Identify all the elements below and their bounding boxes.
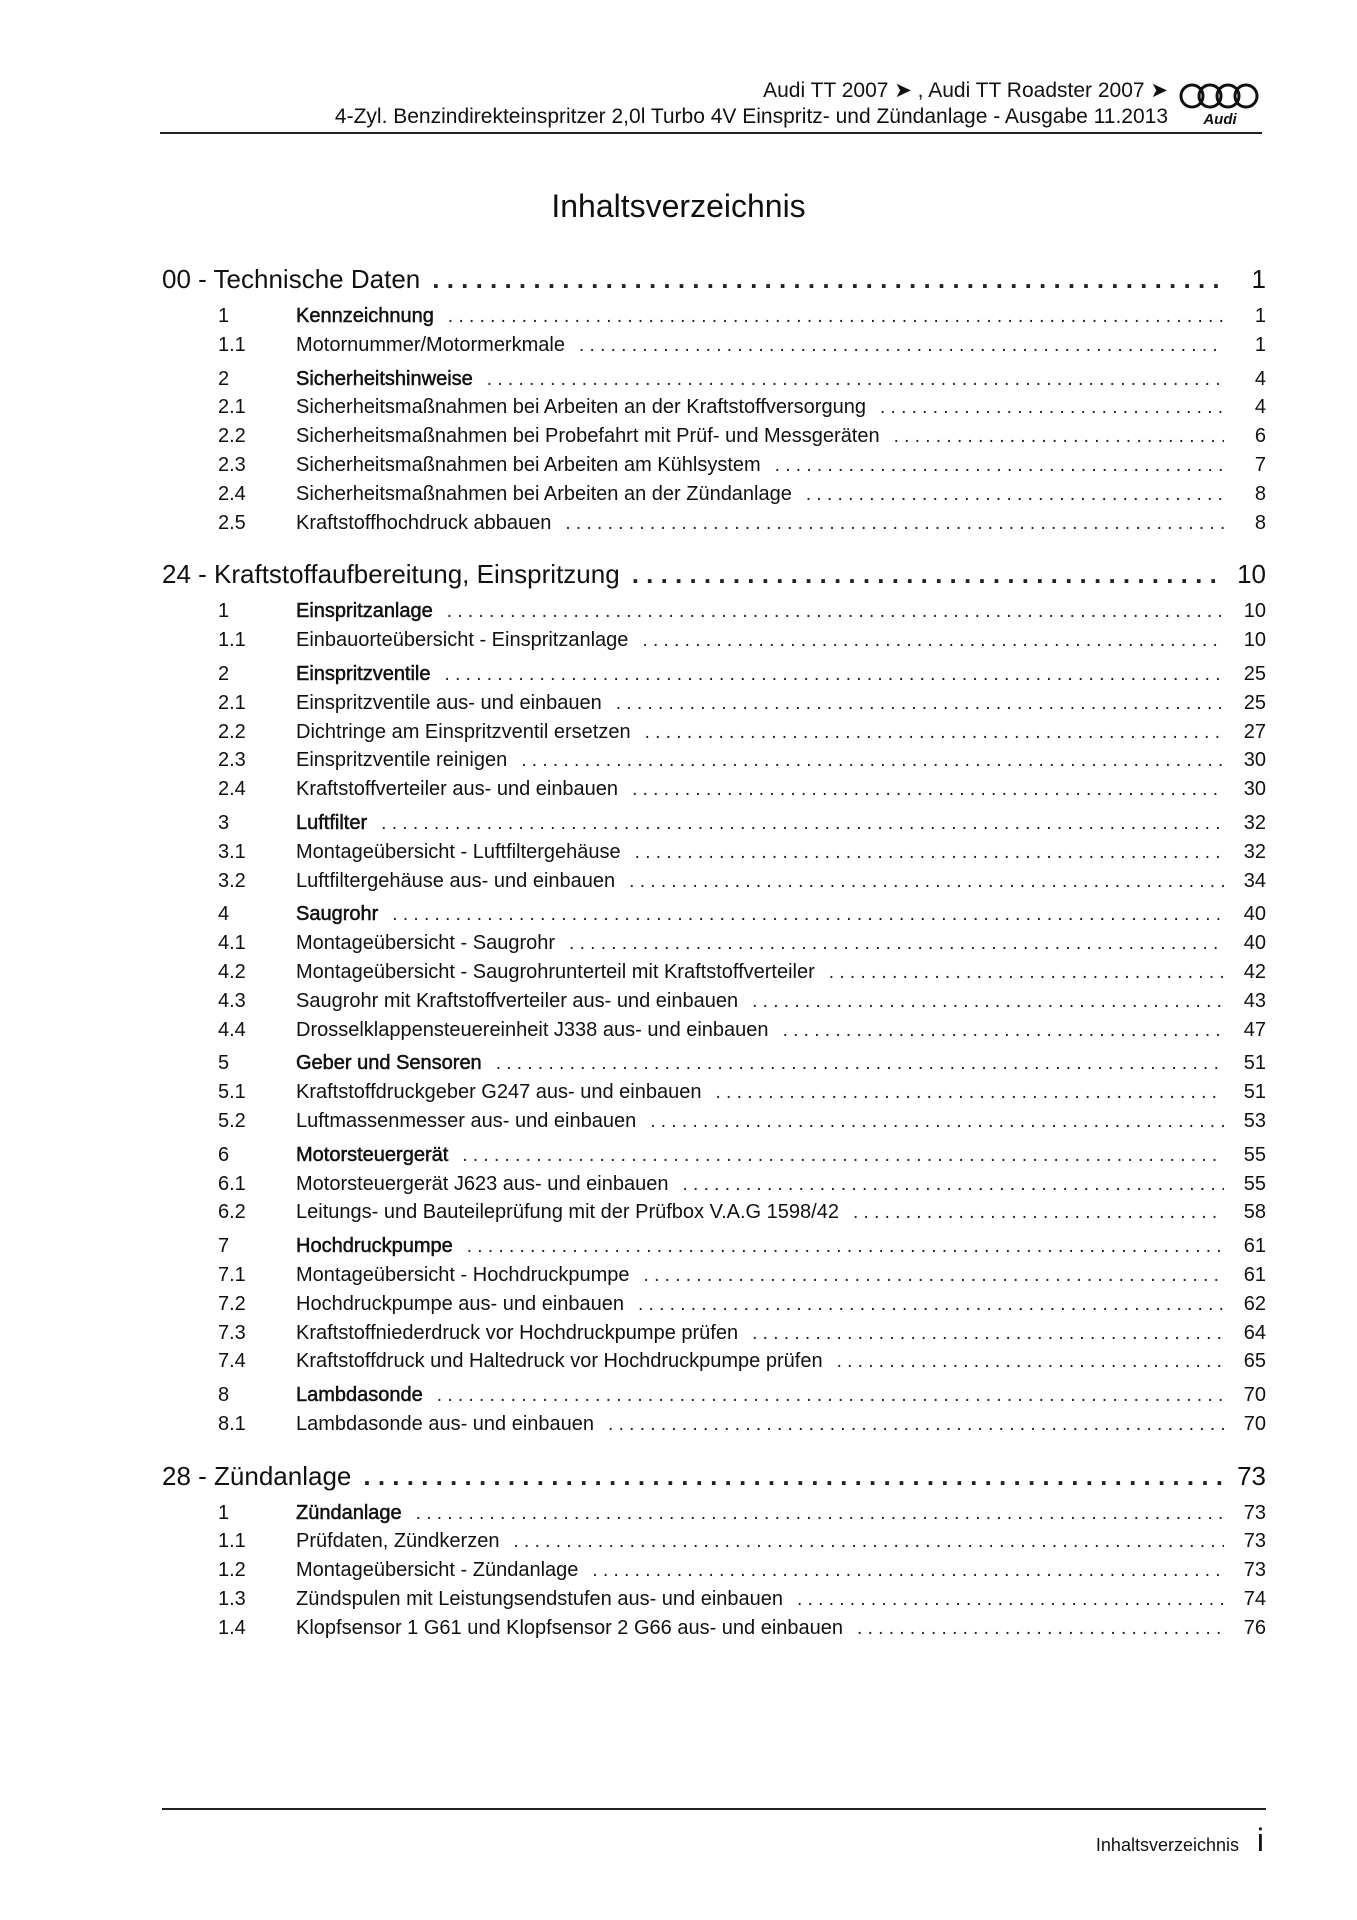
- footer-label: Inhaltsverzeichnis: [1095, 1835, 1239, 1855]
- section-page: 32: [1243, 840, 1266, 863]
- section-number: 2.1: [218, 396, 246, 419]
- dot-leader: [592, 1557, 1224, 1586]
- dot-leader: [629, 868, 1224, 897]
- section-page: 30: [1243, 749, 1266, 772]
- section-label: Kraftstoffhochdruck abbauen: [296, 511, 552, 534]
- section-label: Sicherheitsmaßnahmen bei Arbeiten an der Zündanlage: [296, 482, 792, 505]
- dot-leader: [448, 303, 1224, 332]
- section-page: 65: [1243, 1350, 1266, 1373]
- section-label: Zündspulen mit Leistungsendstufen aus- und einbauen: [296, 1588, 784, 1611]
- toc-subsection[interactable]: [162, 746, 1266, 775]
- toc-subsection[interactable]: [162, 1078, 1266, 1107]
- section-page: 34: [1243, 869, 1266, 892]
- page-title: Inhaltsverzeichnis: [551, 188, 806, 224]
- section-number: 1.1: [218, 1530, 246, 1553]
- section-page: 51: [1243, 1081, 1266, 1104]
- section-page: 73: [1243, 1501, 1266, 1524]
- table-of-contents: [162, 262, 1266, 1643]
- section-label: Luftmassenmesser aus- und einbauen: [296, 1109, 637, 1132]
- dot-leader: [521, 747, 1224, 776]
- section-label: Lambdasonde: [296, 1384, 423, 1407]
- chapter-page: 1: [1251, 264, 1266, 294]
- section-page: 53: [1243, 1109, 1266, 1132]
- section-number: 4.4: [218, 1018, 246, 1041]
- section-label: Sicherheitshinweise: [296, 367, 473, 390]
- section-label: Sicherheitsmaßnahmen bei Arbeiten an der Kraftstoffversorgung: [296, 396, 866, 419]
- dot-leader: [837, 1348, 1224, 1377]
- section-number: 8: [218, 1384, 230, 1407]
- section-label: Zündanlage: [296, 1501, 402, 1524]
- section-label: Dichtringe am Einspritzventil ersetzen: [296, 720, 631, 743]
- dot-leader: [632, 776, 1224, 805]
- chapter-label: 28 - Zündanlage: [162, 1460, 352, 1491]
- toc-subsection[interactable]: [162, 1556, 1266, 1585]
- section-number: 7: [218, 1235, 230, 1258]
- toc-subsection[interactable]: [162, 1261, 1266, 1290]
- dot-leader: [632, 557, 1224, 591]
- section-label: Kraftstoffniederdruck vor Hochdruckpumpe prüfen: [296, 1321, 739, 1344]
- toc-chapter-28[interactable]: [162, 1459, 1266, 1493]
- section-number: 3.1: [218, 840, 246, 863]
- dot-leader: [467, 1233, 1224, 1262]
- section-label: Motorsteuergerät J623 aus- und einbauen: [296, 1172, 669, 1195]
- section-page: 61: [1243, 1235, 1266, 1258]
- dot-leader: [645, 719, 1224, 748]
- section-page: 61: [1243, 1263, 1266, 1286]
- section-page: 4: [1254, 367, 1266, 390]
- section-label: Drosselklappensteuereinheit J338 aus- und einbauen: [296, 1018, 769, 1041]
- section-number: 7.3: [218, 1321, 246, 1344]
- section-page: 27: [1243, 720, 1266, 743]
- section-page: 73: [1243, 1559, 1266, 1582]
- chapter-label: 00 - Technische Daten: [162, 264, 421, 294]
- section-label: Kennzeichnung: [296, 305, 434, 327]
- section-label: Luftfiltergehäuse aus- und einbauen: [296, 869, 616, 892]
- dot-leader: [635, 839, 1224, 868]
- dot-leader: [392, 901, 1224, 930]
- dot-leader: [752, 988, 1224, 1017]
- section-label: Montageübersicht - Saugrohrunterteil mit Kraftstoffverteiler: [296, 960, 815, 983]
- section-label: Einspritzventile: [296, 662, 431, 685]
- section-page: 8: [1254, 511, 1266, 534]
- section-page: 25: [1243, 662, 1266, 685]
- section-number: 7.4: [218, 1350, 246, 1373]
- header-rule: [160, 132, 1262, 134]
- section-number: 5.2: [218, 1109, 246, 1132]
- section-number: 1: [218, 600, 230, 623]
- section-number: 2.2: [218, 720, 246, 743]
- toc-section[interactable]: [162, 1499, 1266, 1528]
- toc-subsection[interactable]: [162, 718, 1266, 747]
- toc-subsection[interactable]: [162, 626, 1266, 655]
- section-number: 2.4: [218, 482, 246, 505]
- section-label: Montageübersicht - Zündanlage: [296, 1559, 579, 1582]
- section-number: 4.3: [218, 989, 246, 1012]
- toc-subsection[interactable]: [162, 1410, 1266, 1439]
- section-page: 62: [1243, 1292, 1266, 1315]
- dot-leader: [445, 661, 1224, 690]
- dot-leader: [715, 1079, 1224, 1108]
- dot-leader: [806, 481, 1224, 510]
- toc-subsection[interactable]: [162, 867, 1266, 896]
- header-model-line: Audi TT 2007 ➤ , Audi TT Roadster 2007 ➤: [763, 79, 1168, 102]
- section-number: 2: [218, 367, 230, 390]
- toc-subsection[interactable]: [162, 1319, 1266, 1348]
- section-page: 4: [1254, 396, 1266, 419]
- toc-subsection[interactable]: [162, 958, 1266, 987]
- section-label: Saugrohr mit Kraftstoffverteiler aus- und einbauen: [296, 989, 739, 1012]
- section-page: 40: [1243, 932, 1266, 955]
- section-page: 58: [1243, 1201, 1266, 1224]
- toc-subsection[interactable]: [162, 1170, 1266, 1199]
- dot-leader: [894, 423, 1224, 452]
- section-page: 70: [1243, 1384, 1266, 1407]
- section-page: 30: [1243, 778, 1266, 801]
- dot-leader: [513, 1528, 1224, 1557]
- section-page: 73: [1243, 1530, 1266, 1553]
- section-label: Einspritzventile aus- und einbauen: [296, 691, 602, 714]
- section-page: 55: [1243, 1172, 1266, 1195]
- toc-subsection[interactable]: [162, 1198, 1266, 1227]
- section-number: 4: [218, 903, 230, 926]
- footer-page-number: i: [1256, 1822, 1264, 1858]
- section-page: 76: [1243, 1616, 1266, 1639]
- section-page: 47: [1243, 1018, 1266, 1041]
- toc-subsection[interactable]: [162, 1016, 1266, 1045]
- section-label: Lambdasonde aus- und einbauen: [296, 1412, 595, 1435]
- dot-leader: [853, 1199, 1224, 1228]
- section-label: Kraftstoffdruckgeber G247 aus- und einbauen: [296, 1081, 702, 1104]
- dot-leader: [579, 332, 1224, 361]
- section-label: Motornummer/Motormerkmale: [296, 333, 565, 356]
- toc-chapter-24[interactable]: [162, 557, 1266, 591]
- section-label: Klopfsensor 1 G61 und Klopfsensor 2 G66 aus- und einbauen: [296, 1616, 844, 1639]
- toc-subsection[interactable]: [162, 1527, 1266, 1556]
- section-number: 1.1: [218, 333, 246, 356]
- section-page: 32: [1243, 811, 1266, 834]
- toc-subsection[interactable]: [162, 775, 1266, 804]
- section-page: 42: [1243, 960, 1266, 983]
- toc-subsection[interactable]: [162, 689, 1266, 718]
- dot-leader: [857, 1615, 1224, 1644]
- section-number: 7.1: [218, 1263, 246, 1286]
- dot-leader: [752, 1320, 1224, 1349]
- toc-subsection[interactable]: [162, 331, 1266, 360]
- section-label: Kraftstoffverteiler aus- und einbauen: [296, 778, 619, 801]
- dot-leader: [565, 510, 1224, 539]
- section-number: 2.5: [218, 511, 246, 534]
- audi-logo: [1178, 82, 1262, 128]
- logo-wordmark: Audi: [1203, 111, 1237, 128]
- dot-leader: [682, 1171, 1224, 1200]
- section-number: 1: [218, 1501, 230, 1524]
- toc-section[interactable]: [162, 900, 1266, 929]
- dot-leader: [638, 1291, 1224, 1320]
- toc-section[interactable]: [162, 809, 1266, 838]
- toc-section[interactable]: [162, 1049, 1266, 1078]
- dot-leader: [775, 452, 1224, 481]
- section-label: Hochdruckpumpe aus- und einbauen: [296, 1292, 624, 1315]
- toc-section[interactable]: [162, 302, 1266, 331]
- section-label: Sicherheitsmaßnahmen bei Arbeiten am Kühlsystem: [296, 453, 761, 476]
- dot-leader: [363, 1459, 1224, 1493]
- dot-leader: [829, 959, 1224, 988]
- dot-leader: [487, 366, 1224, 395]
- dot-leader: [462, 1142, 1224, 1171]
- section-number: 5: [218, 1052, 230, 1075]
- toc-section[interactable]: [162, 365, 1266, 394]
- dot-leader: [569, 930, 1224, 959]
- section-number: 1: [218, 305, 230, 327]
- section-number: 2.3: [218, 749, 246, 772]
- toc-subsection[interactable]: [162, 929, 1266, 958]
- toc-subsection[interactable]: [162, 480, 1266, 509]
- section-label: Motorsteuergerät: [296, 1143, 449, 1166]
- header-subtitle-line: 4-Zyl. Benzindirekteinspritzer 2,0l Turbo 4V Einspritz- und Zündanlage - Ausgabe 11.2013: [334, 105, 1168, 128]
- header-text: [335, 78, 1168, 130]
- chapter-label: 24 - Kraftstoffaufbereitung, Einspritzung: [162, 559, 620, 590]
- section-label: Saugrohr: [296, 903, 379, 926]
- toc-subsection[interactable]: [162, 1347, 1266, 1376]
- toc-subsection[interactable]: [162, 509, 1266, 538]
- section-label: Hochdruckpumpe: [296, 1235, 453, 1258]
- section-number: 1.1: [218, 629, 246, 652]
- dot-leader: [644, 1262, 1224, 1291]
- section-number: 2.3: [218, 453, 246, 476]
- section-number: 2.2: [218, 425, 246, 448]
- section-number: 3.2: [218, 869, 246, 892]
- toc-section[interactable]: [162, 660, 1266, 689]
- section-number: 2.4: [218, 778, 246, 801]
- section-page: 10: [1243, 600, 1266, 623]
- dot-leader: [496, 1050, 1224, 1079]
- section-label: Leitungs- und Bauteileprüfung mit der Prüfbox V.A.G 1598/42: [296, 1201, 839, 1224]
- dot-leader: [416, 1500, 1224, 1529]
- section-page: 25: [1243, 691, 1266, 714]
- section-label: Einspritzventile reinigen: [296, 749, 508, 772]
- chapter-page: 10: [1237, 559, 1266, 590]
- section-label: Geber und Sensoren: [296, 1052, 482, 1075]
- dot-leader: [642, 627, 1224, 656]
- toc-subsection[interactable]: [162, 1290, 1266, 1319]
- toc-subsection[interactable]: [162, 1614, 1266, 1643]
- section-number: 7.2: [218, 1292, 246, 1315]
- toc-chapter-00[interactable]: [162, 262, 1266, 296]
- section-page: 6: [1254, 425, 1266, 448]
- section-number: 4.1: [218, 932, 246, 955]
- section-page: 1: [1254, 305, 1266, 327]
- section-number: 1.2: [218, 1559, 246, 1582]
- section-page: 51: [1243, 1052, 1266, 1075]
- section-number: 1.3: [218, 1588, 246, 1611]
- section-page: 55: [1243, 1143, 1266, 1166]
- section-number: 6.2: [218, 1201, 246, 1224]
- dot-leader: [783, 1017, 1224, 1046]
- dot-leader: [797, 1586, 1224, 1615]
- section-number: 6.1: [218, 1172, 246, 1195]
- section-page: 70: [1243, 1412, 1266, 1435]
- section-label: Einbauorteübersicht - Einspritzanlage: [296, 629, 629, 652]
- chapter-page: 73: [1237, 1460, 1266, 1491]
- section-page: 10: [1243, 629, 1266, 652]
- section-page: 40: [1243, 903, 1266, 926]
- page-header: [160, 78, 1262, 133]
- section-number: 8.1: [218, 1412, 246, 1435]
- dot-leader: [432, 262, 1224, 296]
- dot-leader: [616, 690, 1224, 719]
- dot-leader: [608, 1411, 1224, 1440]
- section-number: 3: [218, 811, 230, 834]
- section-label: Kraftstoffdruck und Haltedruck vor Hochdruckpumpe prüfen: [296, 1350, 823, 1373]
- toc-subsection[interactable]: [162, 838, 1266, 867]
- dot-leader: [650, 1108, 1224, 1137]
- toc-subsection[interactable]: [162, 422, 1266, 451]
- section-page: 64: [1243, 1321, 1266, 1344]
- section-page: 7: [1254, 453, 1266, 476]
- section-label: Montageübersicht - Hochdruckpumpe: [296, 1263, 630, 1286]
- toc-subsection[interactable]: [162, 393, 1266, 422]
- section-number: 4.2: [218, 960, 246, 983]
- section-page: 1: [1254, 333, 1266, 356]
- section-number: 5.1: [218, 1081, 246, 1104]
- footer-rule: [162, 1808, 1266, 1810]
- section-label: Montageübersicht - Saugrohr: [296, 932, 556, 955]
- section-number: 1.4: [218, 1616, 246, 1639]
- toc-section[interactable]: [162, 1381, 1266, 1410]
- section-label: Montageübersicht - Luftfiltergehäuse: [296, 840, 621, 863]
- section-number: 2: [218, 662, 230, 685]
- dot-leader: [437, 1382, 1224, 1411]
- toc-subsection[interactable]: [162, 987, 1266, 1016]
- section-number: 6: [218, 1143, 230, 1166]
- section-page: 43: [1243, 989, 1266, 1012]
- section-label: Sicherheitsmaßnahmen bei Probefahrt mit Prüf- und Messgeräten: [296, 425, 880, 448]
- dot-leader: [447, 598, 1224, 627]
- section-label: Prüfdaten, Zündkerzen: [296, 1530, 500, 1553]
- section-label: Einspritzanlage: [296, 600, 433, 623]
- toc-section[interactable]: [162, 1232, 1266, 1261]
- dot-leader: [381, 810, 1224, 839]
- section-page: 8: [1254, 482, 1266, 505]
- toc-section[interactable]: [162, 1141, 1266, 1170]
- section-number: 2.1: [218, 691, 246, 714]
- section-label: Luftfilter: [296, 811, 368, 834]
- toc-subsection[interactable]: [162, 1585, 1266, 1614]
- dot-leader: [880, 394, 1224, 423]
- toc-section[interactable]: [162, 597, 1266, 626]
- toc-subsection[interactable]: [162, 1107, 1266, 1136]
- toc-subsection[interactable]: [162, 451, 1266, 480]
- section-page: 74: [1243, 1588, 1266, 1611]
